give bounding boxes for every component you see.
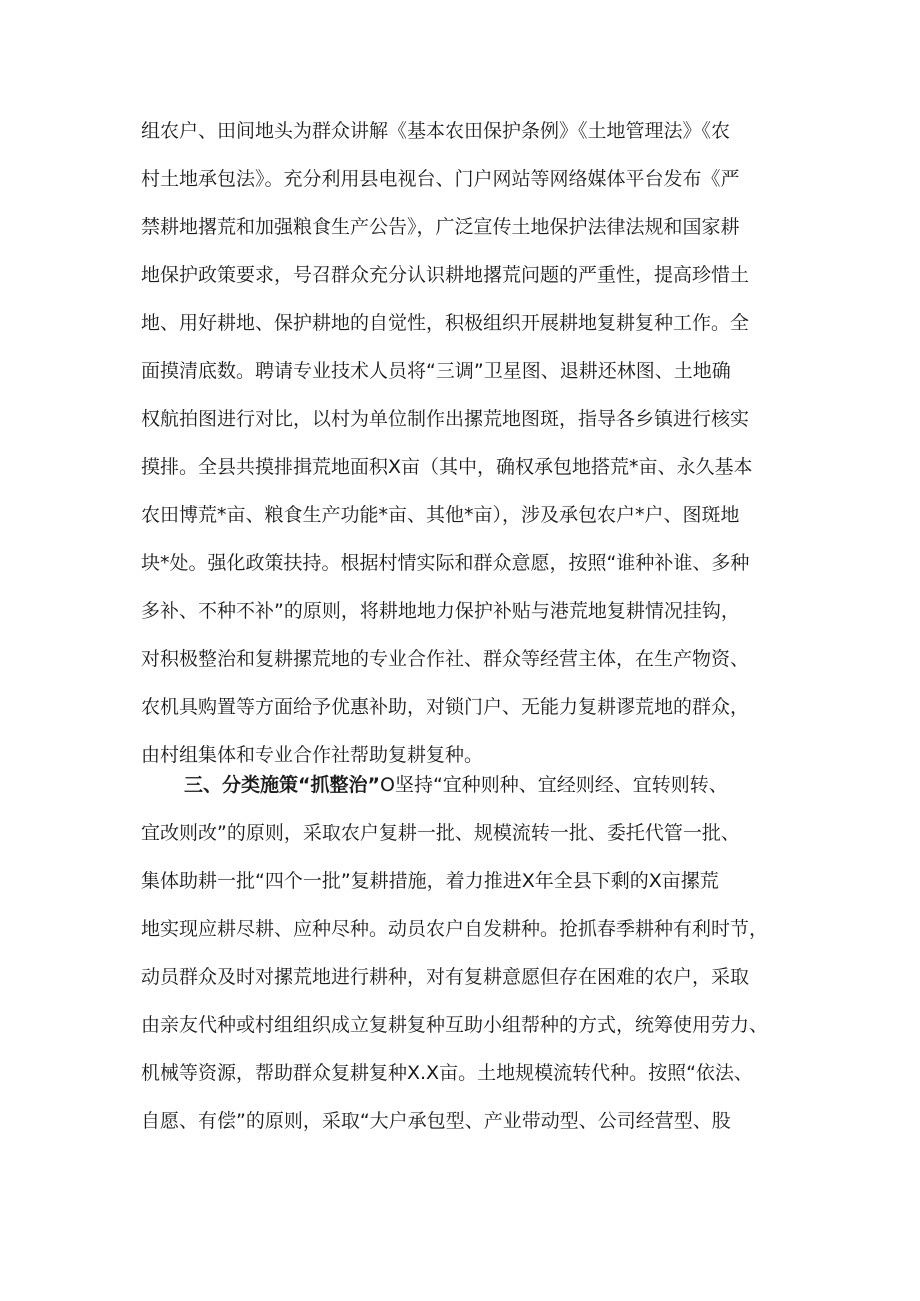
text-line: 块*处。强化政策扶持。根据村情实际和群众意愿，按照“谁种补谁、多种 (141, 552, 750, 574)
text-line: 由村组集体和专业合作社帮助复耕复种。 (141, 744, 484, 766)
text-line: 村土地承包法》。充分利用县电视台、门户网站等网络媒体平台发布《严 (141, 168, 740, 190)
text-line: 农机具购置等方面给予优惠补助，对锁门户、无能力复耕谬荒地的群众， (141, 696, 750, 718)
section-heading: 三、分类施策“抓整治” (184, 774, 380, 796)
text-line: 地、用好耕地、保护耕地的自觉性，积极组织开展耕地复耕复种工作。全 (141, 312, 750, 334)
section-heading-line (184, 770, 728, 800)
text-line: 权航拍图进行对比，以村为单位制作出摞荒地图斑，指导各乡镇进行核实 (141, 408, 750, 430)
text-line: 农田博荒*亩、粮食生产功能*亩、其他*亩），涉及承包农户*户、图斑地 (141, 504, 740, 526)
text-line: 面摸清底数。聘请专业技术人员将“三调”卫星图、退耕还林图、土地确 (141, 360, 731, 382)
text-line: 地实现应耕尽耕、应种尽种。动员农户自发耕种。抢抓春季耕种有利时节， (141, 918, 769, 940)
text-line: 禁耕地撂荒和加强粮食生产公告》，广泛宣传土地保护法律法规和国家耕 (141, 216, 740, 238)
text-line: 自愿、有偿”的原则，采取“大户承包型、产业带动型、公司经营型、股 (141, 1110, 731, 1132)
text-line: 集体助耕一批“四个一批”复耕措施，着力推进X年全县下剩的X亩摞荒 (141, 870, 719, 892)
text-line: 机械等资源，帮助群众复耕复种X.X亩。土地规模流转代种。按照“依法、 (141, 1062, 753, 1084)
heading-line-rest: O坚持“宜种则种、宜经则经、宜转则转、 (379, 774, 728, 796)
text-line: 多补、不种不补”的原则，将耕地地力保护补贴与港荒地复耕情况挂钩， (141, 600, 740, 622)
text-line: 动员群众及时对摞荒地进行耕种，对有复耕意愿但存在困难的农户，采取 (141, 966, 750, 988)
text-line: 对积极整治和复耕摞荒地的专业合作社、群众等经营主体，在生产物资、 (141, 648, 750, 670)
text-line: 由亲友代种或村组组织成立复耕复种互助小组帮种的方式，统筹使用劳力、 (141, 1014, 769, 1036)
text-line: 地保护政策要求，号召群众充分认识耕地撂荒问题的严重性，提高珍惜土 (141, 264, 750, 286)
text-line: 宜改则改”的原则，采取农户复耕一批、规模流转一批、委托代管一批、 (141, 822, 740, 844)
text-line: 组农户、田间地头为群众讲解《基本农田保护条例》《土地管理法》《农 (141, 120, 731, 142)
text-line: 摸排。全县共摸排揖荒地面积X亩（其中，确权承包地搭荒*亩、永久基本 (141, 456, 753, 478)
